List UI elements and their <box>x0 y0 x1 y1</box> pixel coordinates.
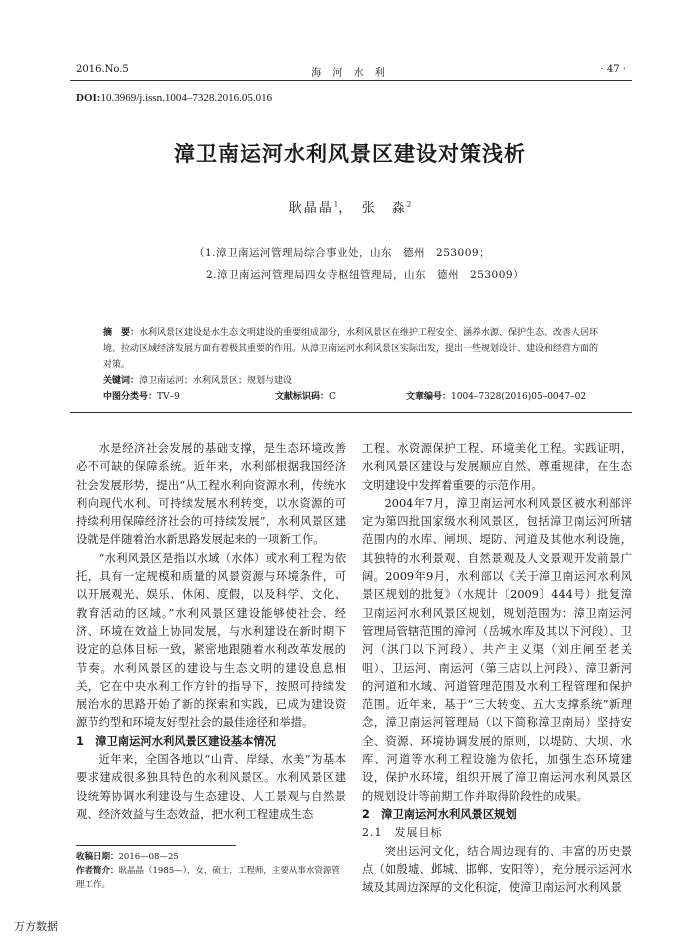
clc-value: TV–9 <box>157 392 180 402</box>
author-bio <box>76 864 346 892</box>
doc-code-label: 文献标识码： <box>275 392 330 402</box>
author-line <box>0 197 700 216</box>
header-rule <box>70 80 632 81</box>
doi-label: DOI: <box>76 92 101 104</box>
keywords-label: 关键词： <box>103 376 140 386</box>
page-number: · 47 · <box>600 64 626 75</box>
abstract-rule <box>70 412 632 413</box>
author-1: 耿晶晶 <box>288 201 334 216</box>
article-number-label: 文章编号： <box>406 392 452 402</box>
section-heading-2: 2 漳卫南运河水利风景区规划 <box>362 807 517 821</box>
journal-issue: 2016.No.5 <box>76 64 129 75</box>
paragraph: 突出运河文化，结合周边现有的、丰富的历史景点（如殷墟、邺城、邯郸、安阳等），充分展示运河水域及其周边深厚的文化积淀，使漳卫南运河水利风景 <box>362 844 632 895</box>
author-1-mark: 1 <box>333 200 339 209</box>
paragraph: 近年来，全国各地以“山青、岸绿、水美”为基本要求建成很多独具特色的水利风景区。水利风景区建设统筹协调水利建设与生态建设、人工景观与自然景观、经济效益与生态效益，把水利工程建成生态 <box>76 753 346 821</box>
affiliation-1: （1.漳卫南运河管理局综合事业处，山东 德州 253009； <box>194 247 491 259</box>
doi-value: 10.3969/j.issn.1004–7328.2016.05.016 <box>100 92 273 104</box>
paragraph: 2004年7月，漳卫南运河水利风景区被水利部评定为第四批国家级水利风景区，包括漳卫南运河所辖范围内的水库、闸坝、堤防、河道及其他水利设施，其独特的水利景观、自然景观及人文景观开发前景广阔。2009年9月，水利部以《关于漳卫南运河水利风景区规划的批复》（水规计〔2009〕444号）批复漳卫南运河水利风景区规划，规划范围为：漳卫南运河管理局管辖范围的漳河（岳城水库及其以下河段）、卫河（淇门以下河段）、共产主义渠（刘庄闸至老关咀）、卫运河、南运河（第三店以上河段）、漳卫新河的河道和水域、河道管理范围及水利工程管理和保护范围。近年来，基于“三大转变、五大支撑系统”新理念，漳卫南运河管理局（以下简称漳卫南局）坚持安全、资源、环境协调发展的原则，以堤防、大坝、水库、河道等水利工程设施为依托，加强生态环境建设，保护水环境，组织开展了漳卫南运河水利风景区的规划设计等前期工作并取得阶段性的成果。 <box>362 496 632 803</box>
section-heading-1: 1 漳卫南运河水利风景区建设基本情况 <box>76 734 276 748</box>
author-2-mark: 2 <box>406 200 412 209</box>
doi <box>76 92 272 104</box>
received-value: 2016—08—25 <box>118 852 179 862</box>
author-2: 张 淼 <box>361 201 407 216</box>
bio-value: 耿晶晶（1985—），女，硕士，工程师，主要从事水资源管理工作。 <box>76 866 340 890</box>
doc-code-value: C <box>329 392 336 402</box>
received-date <box>76 850 346 864</box>
footnote-rule <box>76 845 236 846</box>
abstract <box>103 325 603 373</box>
subsection-heading-2-1: 2.1 发展目标 <box>362 826 443 840</box>
right-column <box>362 440 632 897</box>
paragraph: “水利风景区是指以水域（水体）或水利工程为依托，具有一定规模和质量的风景资源与环境条件，可以开展观光、娱乐、休闲、度假，以及科学、文化、教育活动的区域。”水利风景区建设能够使社会、经济、环境在效益上协同发展，与水利建设在新时期下设定的总体目标一致，紧密地跟随着水利改革发展的节奏。水利风景区的建设与生态文明的建设息息相关，它在中央水利工作方针的指导下，按照可持续发展治水的思路开始了新的探索和实践，已成为建设资源节约型和环境友好型社会的最佳途径和举措。 <box>76 551 346 730</box>
paragraph: 水是经济社会发展的基础支撑，是生态环境改善必不可缺的保障系统。近年来，水利部根据我国经济社会发展形势，提出“从工程水利向资源水利，传统水利向现代水利、可持续发展水利转变，以水资源的可持续利用保障经济社会的可持续发展”，水利风景区建设就是伴随着治水新思路发展起来的一项新工作。 <box>76 442 346 547</box>
received-label: 收稿日期： <box>76 852 119 862</box>
author-separator: ， <box>338 201 347 216</box>
abstract-label: 摘 要： <box>103 328 140 338</box>
document-code <box>275 389 336 402</box>
article-title: 漳卫南运河水利风景区建设对策浅析 <box>174 142 526 166</box>
journal-name: 海 河 水 利 <box>311 68 389 79</box>
database-watermark: 万方数据 <box>14 920 58 933</box>
keywords <box>103 373 603 389</box>
article-number-value: 1004–7328(2016)05–0047–02 <box>451 392 587 402</box>
clc-label: 中图分类号： <box>103 392 158 402</box>
clc-number <box>103 389 180 402</box>
keywords-text: 漳卫南运河；水利风景区；规划与建设 <box>139 376 293 386</box>
bio-label: 作者简介： <box>76 866 119 876</box>
affiliation-2: 2.漳卫南运河管理局四女寺枢纽管理局，山东 德州 253009） <box>206 269 525 281</box>
left-column <box>76 440 346 824</box>
paragraph: 工程、水资源保护工程、环境美化工程。实践证明，水利风景区建设与发展顺应自然、尊重规律，在生态文明建设中发挥着重要的示范作用。 <box>362 442 632 492</box>
abstract-text: 水利风景区建设是水生态文明建设的重要组成部分，水利风景区在维护工程安全、涵养水源、保护生态、改善人居环境、拉动区域经济发展方面有着极其重要的作用。从漳卫南运河水利风景区实际出发，提出一些规划设计、建设和经营方面的对策。 <box>103 328 599 370</box>
article-number <box>406 389 586 402</box>
